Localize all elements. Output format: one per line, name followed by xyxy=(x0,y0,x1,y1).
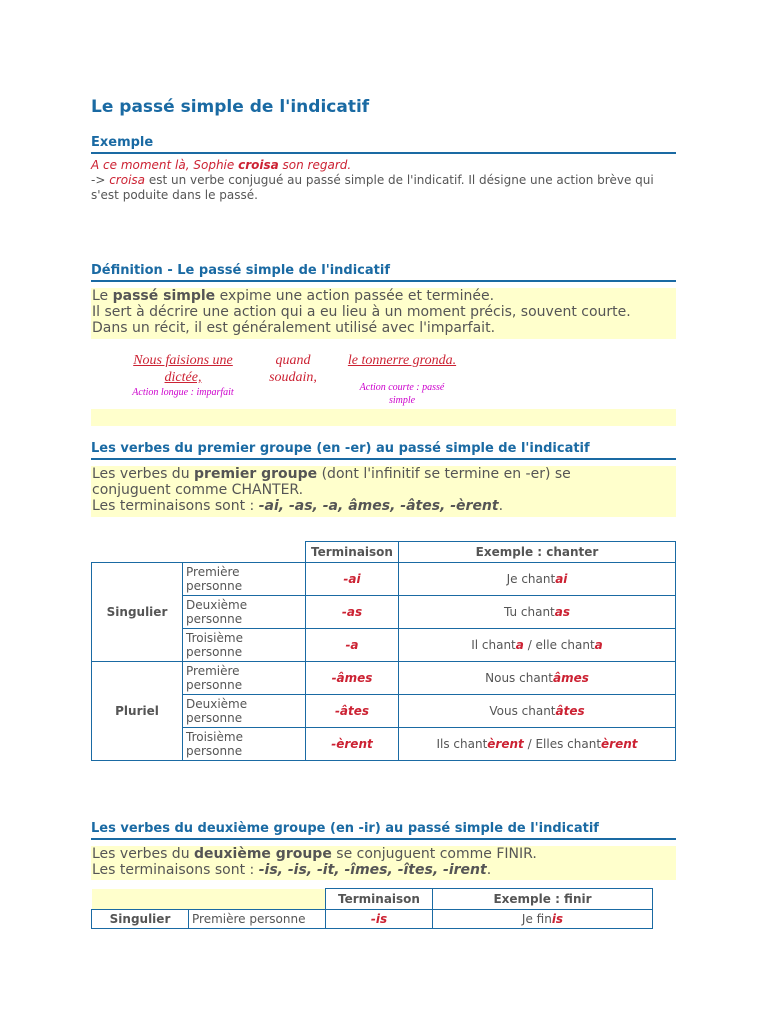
g1-text-a: Les verbes du xyxy=(92,466,195,482)
terminaison-cell: -èrent xyxy=(306,728,399,761)
example-ending-2: a xyxy=(594,638,603,652)
example-stem: Ils chant xyxy=(436,737,488,751)
header-exemple: Exemple : chanter xyxy=(399,542,676,563)
example-verb: croisa xyxy=(238,158,279,172)
illus-quand-line-2: soudain, xyxy=(269,370,317,385)
def-keyword: passé simple xyxy=(112,288,216,304)
groupe2-line-2 xyxy=(91,862,676,878)
g1-keyword: premier groupe xyxy=(194,466,318,482)
illus-passe-simple xyxy=(337,352,467,407)
example-stem: Nous chant xyxy=(485,671,553,685)
table-row xyxy=(92,910,653,929)
illus-imparfait-line-1: Nous faisions une xyxy=(133,353,233,368)
table-row xyxy=(92,662,676,695)
person-cell xyxy=(183,662,306,695)
definition-line-1 xyxy=(91,288,676,304)
example-ending-2: èrent xyxy=(601,737,638,751)
definition-heading: Définition - Le passé simple de l'indicatif xyxy=(91,263,676,282)
person-cell: Première personne xyxy=(189,910,326,929)
empty-header-cell xyxy=(92,889,326,910)
illustration-example xyxy=(91,352,676,412)
g2-text-c: se conjuguent comme FINIR. xyxy=(331,846,537,862)
example-stem-2: / elle chant xyxy=(523,638,595,652)
g1-text-c: (dont l'infinitif se termine en -er) se xyxy=(317,466,571,482)
def-text-a: Le xyxy=(92,288,113,304)
g2-period: . xyxy=(486,862,492,878)
example-stem: Je fin xyxy=(521,912,552,926)
person-line-1: Première xyxy=(186,664,240,678)
person-line-2: personne xyxy=(186,645,243,659)
illus-passe-simple-note-2: simple xyxy=(388,395,416,406)
g2-keyword: deuxième groupe xyxy=(194,846,332,862)
example-ending: âmes xyxy=(552,671,589,685)
example-cell xyxy=(399,662,676,695)
example-cell xyxy=(433,910,653,929)
illus-passe-simple-line: le tonnerre gronda. xyxy=(347,353,457,368)
groupe1-table xyxy=(91,541,676,761)
groupe1-line-2: conjuguent comme CHANTER. xyxy=(92,482,304,498)
illus-imparfait-note: Action longue : imparfait xyxy=(132,387,234,398)
groupe2-line-1 xyxy=(91,846,676,862)
example-stem: Tu chant xyxy=(503,605,555,619)
groupe1-heading: Les verbes du premier groupe (en -er) au passé simple de l'indicatif xyxy=(91,441,676,460)
g1-period: . xyxy=(498,498,504,514)
person-cell xyxy=(183,563,306,596)
person-line-1: Deuxième xyxy=(186,697,248,711)
groupe2-box xyxy=(91,846,676,880)
g1-term-label: Les terminaisons sont : xyxy=(92,498,259,514)
person-line-1: Troisième xyxy=(186,730,243,744)
example-sentence-start: A ce moment là, Sophie xyxy=(91,158,239,172)
group-singulier: Singulier xyxy=(92,563,183,662)
illus-quand xyxy=(261,352,325,386)
group-pluriel: Pluriel xyxy=(92,662,183,761)
yellow-stripe xyxy=(91,409,676,426)
example-cell xyxy=(399,728,676,761)
exemple-heading: Exemple xyxy=(91,135,676,154)
terminaison-cell: -âtes xyxy=(306,695,399,728)
person-cell xyxy=(183,596,306,629)
person-line-2: personne xyxy=(186,711,243,725)
table-row xyxy=(92,563,676,596)
groupe2-table xyxy=(91,888,653,929)
example-ending: âtes xyxy=(555,704,585,718)
person-line-2: personne xyxy=(186,579,243,593)
person-cell xyxy=(183,629,306,662)
terminaison-cell: -ai xyxy=(306,563,399,596)
example-ending: as xyxy=(554,605,571,619)
g2-terminaisons: -is, -is, -it, -îmes, -îtes, -irent xyxy=(258,862,487,878)
person-line-1: Deuxième xyxy=(186,598,248,612)
person-cell xyxy=(183,695,306,728)
explanation-verb: croisa xyxy=(109,173,146,187)
example-stem: Il chant xyxy=(471,638,516,652)
group-singulier: Singulier xyxy=(92,910,189,929)
illus-imparfait xyxy=(107,352,259,399)
terminaison-cell: -âmes xyxy=(306,662,399,695)
terminaison-cell: -as xyxy=(306,596,399,629)
header-terminaison: Terminaison xyxy=(306,542,399,563)
groupe2-heading: Les verbes du deuxième groupe (en -ir) au passé simple de l'indicatif xyxy=(91,821,676,840)
table-header-row xyxy=(92,889,653,910)
example-ending: a xyxy=(515,638,524,652)
example-stem-2: / Elles chant xyxy=(523,737,602,751)
example-stem: Je chant xyxy=(506,572,556,586)
example-sentence xyxy=(91,158,351,172)
illus-quand-line-1: quand xyxy=(275,353,311,368)
g2-term-label: Les terminaisons sont : xyxy=(92,862,259,878)
example-ending: ai xyxy=(555,572,568,586)
header-terminaison: Terminaison xyxy=(326,889,433,910)
groupe1-line-1 xyxy=(91,466,676,482)
person-line-2: personne xyxy=(186,612,243,626)
header-exemple: Exemple : finir xyxy=(433,889,653,910)
example-sentence-end: son regard. xyxy=(278,158,352,172)
example-explanation xyxy=(91,173,676,203)
definition-box xyxy=(91,288,676,339)
example-cell xyxy=(399,563,676,596)
example-ending: èrent xyxy=(487,737,524,751)
illus-passe-simple-note-1: Action courte : passé xyxy=(359,382,445,393)
example-cell xyxy=(399,629,676,662)
illus-imparfait-line-2: dictée, xyxy=(164,370,202,385)
person-line-1: Première xyxy=(186,565,240,579)
example-ending: is xyxy=(551,912,564,926)
person-line-2: personne xyxy=(186,744,243,758)
empty-header-cell xyxy=(92,542,306,563)
definition-line-2: Il sert à décrire une action qui a eu lieu à un moment précis, souvent courte. xyxy=(92,304,631,320)
groupe1-box xyxy=(91,466,676,517)
example-cell xyxy=(399,596,676,629)
definition-line-3: Dans un récit, il est généralement utilisé avec l'imparfait. xyxy=(92,320,496,336)
arrow-text: -> xyxy=(91,173,110,187)
person-cell xyxy=(183,728,306,761)
terminaison-cell: -is xyxy=(326,910,433,929)
example-cell xyxy=(399,695,676,728)
g1-terminaisons: -ai, -as, -a, âmes, -âtes, -èrent xyxy=(258,498,499,514)
def-text-c: expime une action passée et terminée. xyxy=(215,288,495,304)
table-header-row xyxy=(92,542,676,563)
person-line-2: personne xyxy=(186,678,243,692)
terminaison-cell: -a xyxy=(306,629,399,662)
groupe1-line-3 xyxy=(91,498,676,514)
example-stem: Vous chant xyxy=(489,704,556,718)
person-line-1: Troisième xyxy=(186,631,243,645)
page-title: Le passé simple de l'indicatif xyxy=(91,97,370,117)
explanation-text: est un verbe conjugué au passé simple de l'indicatif. Il désigne une action brève qui s'est poduite dans le passé. xyxy=(91,173,654,202)
g2-text-a: Les verbes du xyxy=(92,846,195,862)
